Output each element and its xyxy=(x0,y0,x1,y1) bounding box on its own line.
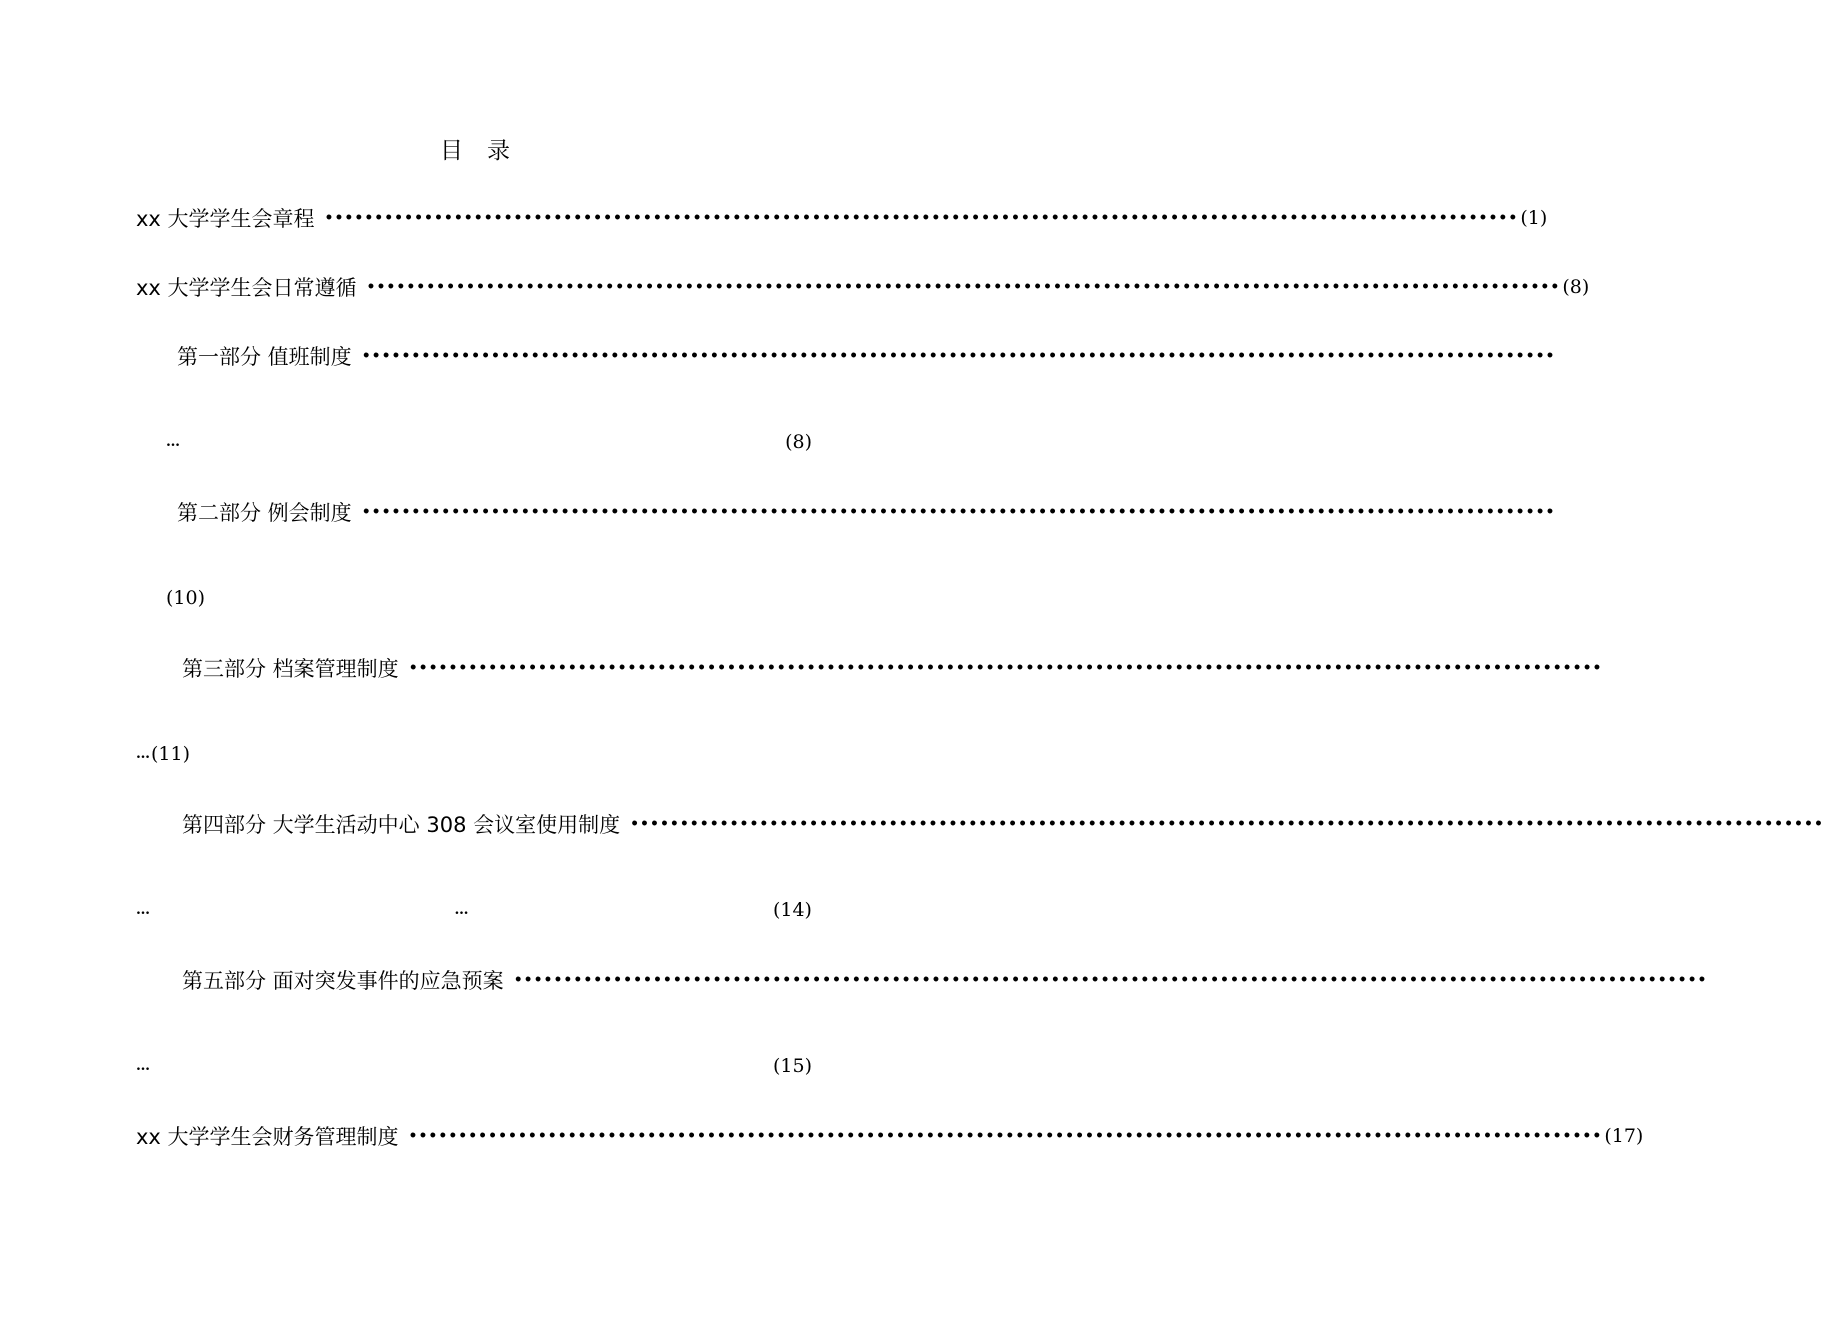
toc-title xyxy=(0,132,950,165)
toc-entry-text: 第二部分 例会制度 xyxy=(177,501,352,525)
toc-entry-page: (1) xyxy=(1520,207,1548,229)
toc-entry[interactable] xyxy=(136,201,1548,235)
leader-dots: •••••••••••••••••••••••••••••••••••••••••••••••••••••••••••••••••••••••••••••••••••••••••••••••••••••••••••••••••••••••• xyxy=(630,816,1824,832)
leader-dots: •••••••••••••••••••••••••••••••••••••••••••••••••••••••••••••••••••••••••••••••••••••••••••••••••••••••••••••••••••••••• xyxy=(408,1128,1603,1144)
toc-entry-page: (11) xyxy=(151,743,191,765)
toc-entry[interactable] xyxy=(136,1119,1644,1153)
toc-entry-continuation xyxy=(166,425,812,459)
leader-dots: •••••••••••••••••••••••••••••••••••••••••••••••••••••••••••••••••••••••••••••••••••••••••••••••••••••••••••••••••••••••• xyxy=(408,660,1603,676)
leader-dots: … xyxy=(136,902,151,918)
leader-dots: … xyxy=(136,746,151,762)
leader-dots: … xyxy=(166,434,181,450)
leader-dots: •••••••••••••••••••••••••••••••••••••••••••••••••••••••••••••••••••••••••••••••••••••••••••••••••••••••••••••••••••••••• xyxy=(361,504,1556,520)
toc-entry-page: (8) xyxy=(1562,276,1590,298)
toc-entry[interactable] xyxy=(182,651,1603,685)
leader-dots: … xyxy=(454,902,470,918)
toc-entry-continuation xyxy=(136,1049,812,1083)
toc-title-char-1: 目 xyxy=(440,138,463,164)
toc-entry[interactable] xyxy=(177,339,1556,373)
toc-entry-page: (17) xyxy=(1604,1125,1644,1147)
toc-entry[interactable] xyxy=(182,807,1824,841)
toc-entry-continuation xyxy=(136,737,812,771)
toc-entry-page: (15) xyxy=(772,1055,812,1077)
toc-entry-text: xx 大学学生会章程 xyxy=(136,207,315,231)
leader-dots: •••••••••••••••••••••••••••••••••••••••••••••••••••••••••••••••••••••••••••••••••••••••••••••••••••••••••••••••••••••••• xyxy=(513,972,1708,988)
leader-dots: •••••••••••••••••••••••••••••••••••••••••••••••••••••••••••••••••••••••••••••••••••••••••••••••••••••••••••••••••••••••• xyxy=(361,348,1556,364)
toc-entry-text: xx 大学学生会日常遵循 xyxy=(136,276,357,300)
toc-entry-continuation xyxy=(136,893,812,927)
leader-dots: … xyxy=(136,1058,151,1074)
toc-entry-text: 第三部分 档案管理制度 xyxy=(182,657,399,681)
toc-entry[interactable] xyxy=(136,270,1590,304)
toc-entry-text: 第一部分 值班制度 xyxy=(177,345,352,369)
toc-entry-page: (8) xyxy=(785,431,812,453)
toc-entry-page: (10) xyxy=(166,587,206,609)
toc-entry-text: 第五部分 面对突发事件的应急预案 xyxy=(182,969,504,993)
toc-entry-text: 第四部分 大学生活动中心 308 会议室使用制度 xyxy=(182,813,621,837)
toc-entry-continuation xyxy=(166,581,812,615)
toc-entry-text: xx 大学学生会财务管理制度 xyxy=(136,1125,399,1149)
toc-entry[interactable] xyxy=(182,963,1708,997)
toc-entry[interactable] xyxy=(177,495,1556,529)
leader-dots: •••••••••••••••••••••••••••••••••••••••••••••••••••••••••••••••••••••••••••••••••••••••••••••••••••••••••••••••••••••••• xyxy=(366,279,1561,295)
toc-entry-page: (14) xyxy=(772,899,812,921)
toc-title-char-2: 录 xyxy=(487,138,510,164)
leader-dots: •••••••••••••••••••••••••••••••••••••••••••••••••••••••••••••••••••••••••••••••••••••••••••••••••••••••••••••••••••••••• xyxy=(324,210,1519,226)
